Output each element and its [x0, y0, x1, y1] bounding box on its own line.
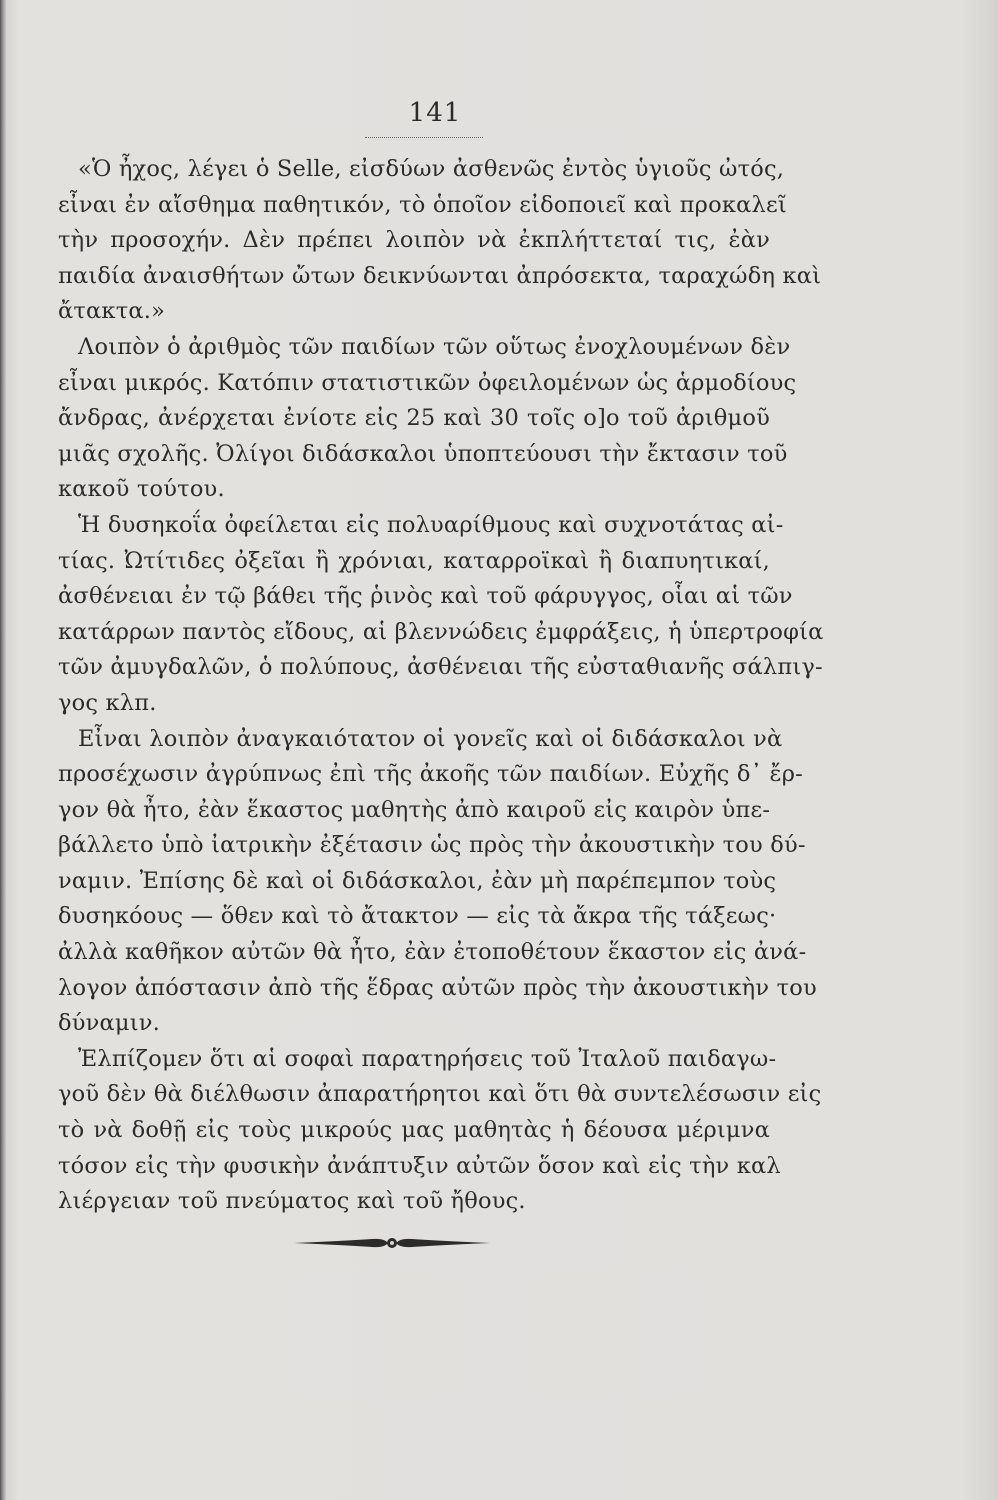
text-line: Ἐλπίζομεν ὅτι αἱ σοφαὶ παρατηρήσεις τοῦ Ἰταλοῦ παιδαγω-	[78, 1045, 777, 1072]
text-line: τόσον εἰς τὴν φυσικὴν ἀνάπτυξιν αὐτῶν ὅσον καὶ εἰς τὴν καλ	[58, 1152, 781, 1179]
fleuron-divider-icon	[292, 1230, 492, 1256]
text-line: γοῦ δὲν θὰ διέλθωσιν ἀπαρατήρητοι καὶ ὅτι θὰ συντελέσωσιν εἰς	[58, 1081, 822, 1108]
text-line: Λοιπὸν ὁ ἀριθμὸς τῶν παιδίων τῶν οὕτως ἐνοχλουμένων δὲν	[78, 333, 791, 360]
fleuron-divider-icon-svg	[292, 1230, 492, 1256]
page-number: 141	[408, 98, 462, 128]
text-line: ναμιν. Ἐπίσης δὲ καὶ οἱ διδάσκαλοι, ἐὰν μὴ παρέπεμπον τοὺς	[58, 867, 777, 894]
text-line: γος κλπ.	[58, 689, 157, 716]
text-line: Ἡ δυσηκοΐα ὀφείλεται εἰς πολυαρίθμους καὶ συχνοτάτας αἰ-	[78, 511, 784, 538]
text-line: κακοῦ τούτου.	[58, 476, 225, 503]
text-line: τὸ νὰ δοθῇ εἰς τοὺς μικρούς μας μαθητὰς ἡ δέουσα μέριμνα	[58, 1117, 770, 1144]
text-line: μιᾶς σχολῆς. Ὀλίγοι διδάσκαλοι ὑποπτεύουσι τὴν ἔκτασιν τοῦ	[58, 440, 788, 467]
text-line: κατάρρων παντὸς εἴδους, αἱ βλεννώδεις ἐμφράξεις, ἡ ὑπερτροφία	[58, 618, 824, 645]
text-line: γον θὰ ἦτο, ἐὰν ἕκαστος μαθητὴς ἀπὸ καιροῦ εἰς καιρὸν ὑπε-	[58, 796, 771, 823]
body-text	[58, 152, 824, 1220]
text-line: ἀλλὰ καθῆκον αὐτῶν θὰ ἦτο, ἐὰν ἐτοποθέτουν ἕκαστον εἰς ἀνά-	[58, 939, 807, 966]
text-line: τίας. Ὠτίτιδες ὀξεῖαι ἢ χρόνιαι, καταρροϊκαὶ ἢ διαπυητικαί,	[58, 547, 770, 574]
page-number-rule	[365, 137, 483, 138]
text-line: δύναμιν.	[58, 1010, 160, 1037]
text-line: εἶναι ἐν αἴσθημα παθητικόν, τὸ ὁποῖον εἰδοποιεῖ καὶ προκαλεῖ	[58, 191, 787, 218]
text-line: ἄτακτα.»	[58, 298, 166, 325]
text-line: προσέχωσιν ἀγρύπνως ἐπὶ τῆς ἀκοῆς τῶν παιδίων. Εὐχῆς δ᾽ ἔρ-	[58, 761, 803, 788]
text-line: εἶναι μικρός. Κατόπιν στατιστικῶν ὀφειλομένων ὡς ἁρμοδίους	[58, 369, 797, 396]
text-line: ἄνδρας, ἀνέρχεται ἐνίοτε εἰς 25 καὶ 30 τοῖς ο]ο τοῦ ἀριθμοῦ	[58, 405, 770, 432]
text-line: βάλλετο ὑπὸ ἰατρικὴν ἐξέτασιν ὡς πρὸς τὴν ἀκουστικὴν του δύ-	[58, 832, 806, 859]
text-line: Εἶναι λοιπὸν ἀναγκαιότατον οἱ γονεῖς καὶ οἱ διδάσκαλοι νὰ	[78, 725, 783, 752]
text-line: δυσηκόους — ὅθεν καὶ τὸ ἄτακτον — εἰς τὰ ἄκρα τῆς τάξεως·	[58, 903, 777, 930]
text-line: «Ὁ ἦχος, λέγει ὁ Selle, εἰσδύων ἀσθενῶς ἐντὸς ὑγιοῦς ὠτός,	[78, 156, 785, 182]
text-line: παιδία ἀναισθήτων ὤτων δεικνύωνται ἀπρόσεκτα, ταραχώδη καὶ	[58, 262, 822, 289]
text-line: ἀσθένειαι ἐν τῷ βάθει τῆς ῥινὸς καὶ τοῦ φάρυγγος, οἷαι αἱ τῶν	[58, 583, 793, 610]
text-line: τῶν ἀμυγδαλῶν, ὁ πολύπους, ἀσθένειαι τῆς εὐσταθιανῆς σάλπιγ-	[58, 654, 823, 681]
text-line: λογον ἀπόστασιν ἀπὸ τῆς ἕδρας αὐτῶν πρὸς τὴν ἀκουστικὴν του	[58, 974, 817, 1001]
page-binding-edge	[0, 0, 6, 1500]
text-line: λιέργειαν τοῦ πνεύματος καὶ τοῦ ἤθους.	[58, 1188, 526, 1215]
text-line: τὴν προσοχήν. Δὲν πρέπει λοιπὸν νὰ ἐκπλήττεταί τις, ἐὰν	[58, 227, 770, 254]
